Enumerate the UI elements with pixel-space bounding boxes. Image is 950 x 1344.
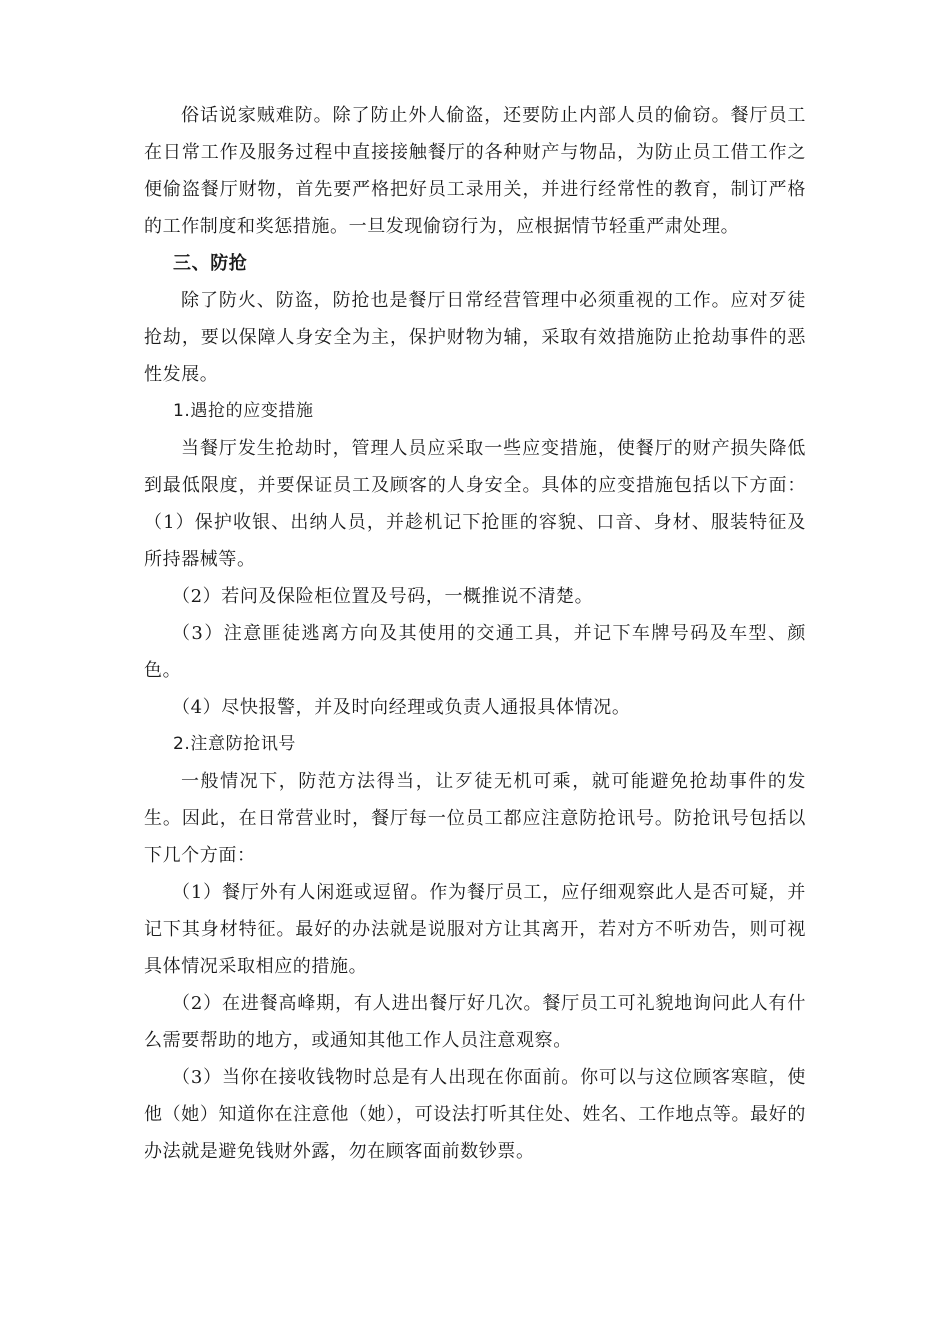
list-item-safe-location: （2）若问及保险柜位置及号码，一概推说不清楚。 [172,586,594,607]
paragraph-robbery-signals-intro: 一般情况下，防范方法得当，让歹徒无机可乘，就可能避免抢劫事件的发生。因此，在日常营业时，餐厅每一位员工都应注意防抢讯号。防抢讯号包括以下几个方面： [144,771,806,866]
list-item-repeated-entry: （2）在进餐高峰期，有人进出餐厅好几次。餐厅员工可礼貌地询问此人有什么需要帮助的地方，或通知其他工作人员注意观察。 [144,993,806,1051]
list-item-loitering: （1）餐厅外有人闲逛或逗留。作为餐厅员工，应仔细观察此人是否可疑，并记下其身材特征。最好的办法就是说服对方让其离开，若对方不听劝告，则可视具体情况采取相应的措施。 [144,882,806,977]
list-item-cash-handling: （3）当你在接收钱物时总是有人出现在你面前。你可以与这位顾客寒暄，使他（她）知道你在注意他（她），可设法打听其住处、姓名、工作地点等。最好的办法就是避免钱财外露，勿在顾客面前数钞票。 [144,1067,806,1162]
subheading-robbery-signals: 2.注意防抢讯号 [173,734,297,754]
paragraph-anti-robbery-intro: 除了防火、防盗，防抢也是餐厅日常经营管理中必须重视的工作。应对歹徒抢劫，要以保障人身安全为主，保护财物为辅，采取有效措施防止抢劫事件的恶性发展。 [144,290,806,385]
section-heading-anti-robbery: 三、防抢 [173,253,248,274]
paragraph-robbery-response-measures: 当餐厅发生抢劫时，管理人员应采取一些应变措施，使餐厅的财产损失降低到最低限度，并要保证员工及顾客的人身安全。具体的应变措施包括以下方面：（1）保护收银、出纳人员，并趁机记下抢匪的容貌、口音、身材、服装特征及所持器械等。 [144,438,806,570]
subheading-robbery-response: 1.遇抢的应变措施 [173,401,314,421]
document-body [144,97,806,1170]
paragraph-internal-theft: 俗话说家贼难防。除了防止外人偷盗，还要防止内部人员的偷窃。餐厅员工在日常工作及服务过程中直接接触餐厅的各种财产与物品，为防止员工借工作之便偷盗餐厅财物，首先要严格把好员工录用关，并进行经常性的教育，制订严格的工作制度和奖惩措施。一旦发现偷窃行为，应根据情节轻重严肃处理。 [144,105,806,237]
list-item-escape-direction: （3）注意匪徒逃离方向及其使用的交通工具，并记下车牌号码及车型、颜色。 [144,623,806,681]
list-item-report-police: （4）尽快报警，并及时向经理或负责人通报具体情况。 [172,697,631,718]
